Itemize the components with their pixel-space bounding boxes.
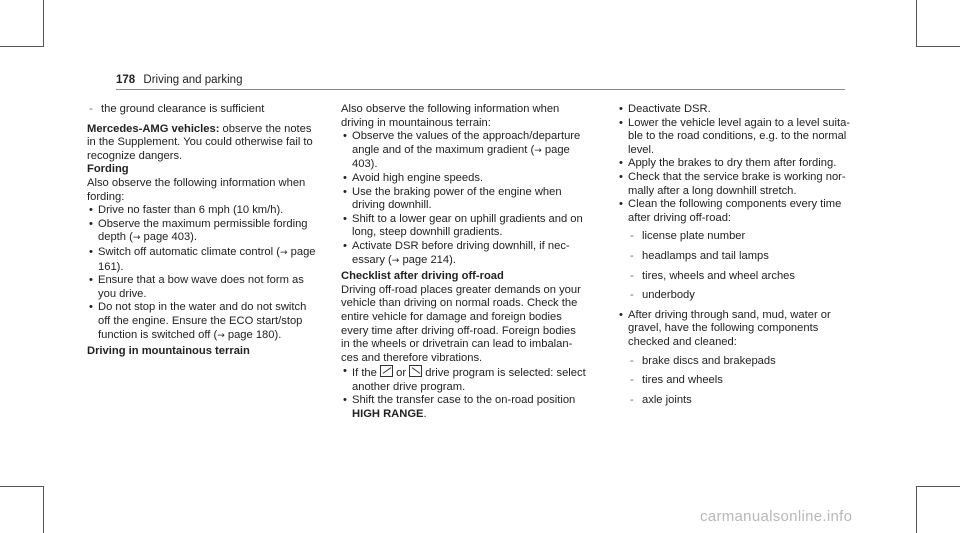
mountain-intro: Also observe the following information when driving in mountainous terrain:	[341, 103, 560, 129]
reference-arrow-icon: →	[279, 247, 288, 258]
list-item: • Check that the service brake is working normally after a long downhill stretch.	[617, 171, 852, 198]
list-item: • Shift the transfer case to the on-road position HIGH RANGE.	[341, 394, 586, 421]
header-rule	[116, 89, 845, 90]
check-components-list	[628, 355, 852, 408]
page-number: 178	[116, 74, 136, 86]
reference-arrow-icon: →	[217, 330, 225, 341]
list-item: • Observe the maximum permissible fording depth (→ page 403).	[87, 218, 317, 246]
reference-arrow-icon: →	[132, 233, 141, 244]
list-item: • Activate DSR before driving downhill, if necessary (→ page 214).	[341, 240, 586, 268]
running-header	[116, 74, 242, 88]
crop-mark	[0, 486, 44, 487]
list-item: • Observe the values of the approach/departure angle and of the maximum gradient (→ page 403).	[341, 130, 586, 172]
list-item: • Ensure that a bow wave does not form as you drive.	[87, 274, 317, 301]
mountain-heading: Driving in mountainous terrain	[87, 345, 250, 358]
list-item: • Switch off automatic climate control (→ page 161).	[87, 246, 317, 274]
page-reference-link[interactable]: page 214	[402, 253, 450, 266]
list-item: - license plate number	[628, 230, 852, 244]
list-item: • Avoid high engine speeds.	[341, 172, 586, 186]
amg-note: Mercedes-AMG vehicles: observe the notes in the Supplement. You could otherwise fail to recognize dangers.	[87, 122, 313, 162]
list-item: - headlamps and tail lamps	[628, 250, 852, 264]
crop-mark	[43, 0, 44, 47]
list-item: - brake discs and brakepads	[628, 355, 852, 369]
crop-mark	[916, 486, 960, 487]
crop-mark	[0, 46, 44, 47]
column-2	[341, 103, 586, 422]
list-item: - underbody	[628, 289, 852, 303]
list-item: • Clean the following components every time after driving off-road: - license plate number - headlamps and tail lamps - tires, wheels and wheel arches - underbody	[617, 198, 852, 303]
mountain-list	[341, 130, 586, 268]
fording-intro: Also observe the following information when fording:	[87, 176, 306, 203]
list-item: • After driving through sand, mud, water or gravel, have the following components checked and cleaned: - brake discs and brakepads - tires and wheels - axle joints	[617, 309, 852, 408]
section-title: Driving and parking	[143, 74, 243, 86]
crop-mark	[43, 486, 44, 533]
checklist-heading: Checklist after driving off-road	[341, 270, 504, 283]
list-item: - the ground clearance is sufficient	[87, 103, 317, 117]
column-1	[87, 103, 317, 359]
list-item: • Shift to a lower gear on uphill gradients and on long, steep downhill gradients.	[341, 213, 586, 240]
list-item: • Drive no faster than 6 mph (10 km/h).	[87, 204, 317, 218]
drive-program-icon	[380, 365, 393, 377]
fording-heading: Fording	[87, 163, 129, 176]
fording-list	[87, 204, 317, 343]
page-reference-link[interactable]: page 180	[227, 328, 275, 341]
list-item: - tires and wheels	[628, 374, 852, 388]
list-item: • Use the braking power of the engine when driving downhill.	[341, 186, 586, 213]
crop-mark	[916, 486, 917, 533]
page-reference-link[interactable]: page 403	[143, 231, 191, 244]
watermark: carmanualsonline.info	[700, 508, 853, 525]
list-item: • If the or drive program is selected: select another drive program.	[341, 365, 586, 394]
reference-arrow-icon: →	[534, 145, 542, 156]
crop-mark	[916, 0, 917, 47]
column-3	[617, 103, 852, 413]
page-reference-link[interactable]: page 161	[98, 245, 316, 273]
list-item: • Deactivate DSR.	[617, 103, 852, 117]
checklist-list	[341, 365, 586, 421]
list-item: - axle joints	[628, 394, 852, 408]
reference-arrow-icon: →	[391, 255, 400, 266]
after-offroad-list	[617, 103, 852, 407]
offroad-program-icon	[409, 365, 422, 377]
checklist-text: Driving off-road places greater demands on your vehicle than driving on normal roads. Check the entire vehicle for damage and foreign bodies every time after driving off-road. Foreign bodies in the wheels or drivetrain can lead to imbalances and therefore vibrations.	[341, 283, 581, 364]
list-item: • Apply the brakes to dry them after fording.	[617, 157, 852, 171]
list-item: • Lower the vehicle level again to a level suitable to the road conditions, e.g. to the normal level.	[617, 117, 852, 158]
page-reference-link[interactable]: page 403	[352, 143, 570, 171]
list-item: • Do not stop in the water and do not switch off the engine. Ensure the ECO start/stop function is switched off (→ page 180).	[87, 301, 317, 343]
clean-components-list	[628, 230, 852, 302]
crop-mark	[916, 46, 960, 47]
list-item: - tires, wheels and wheel arches	[628, 270, 852, 284]
